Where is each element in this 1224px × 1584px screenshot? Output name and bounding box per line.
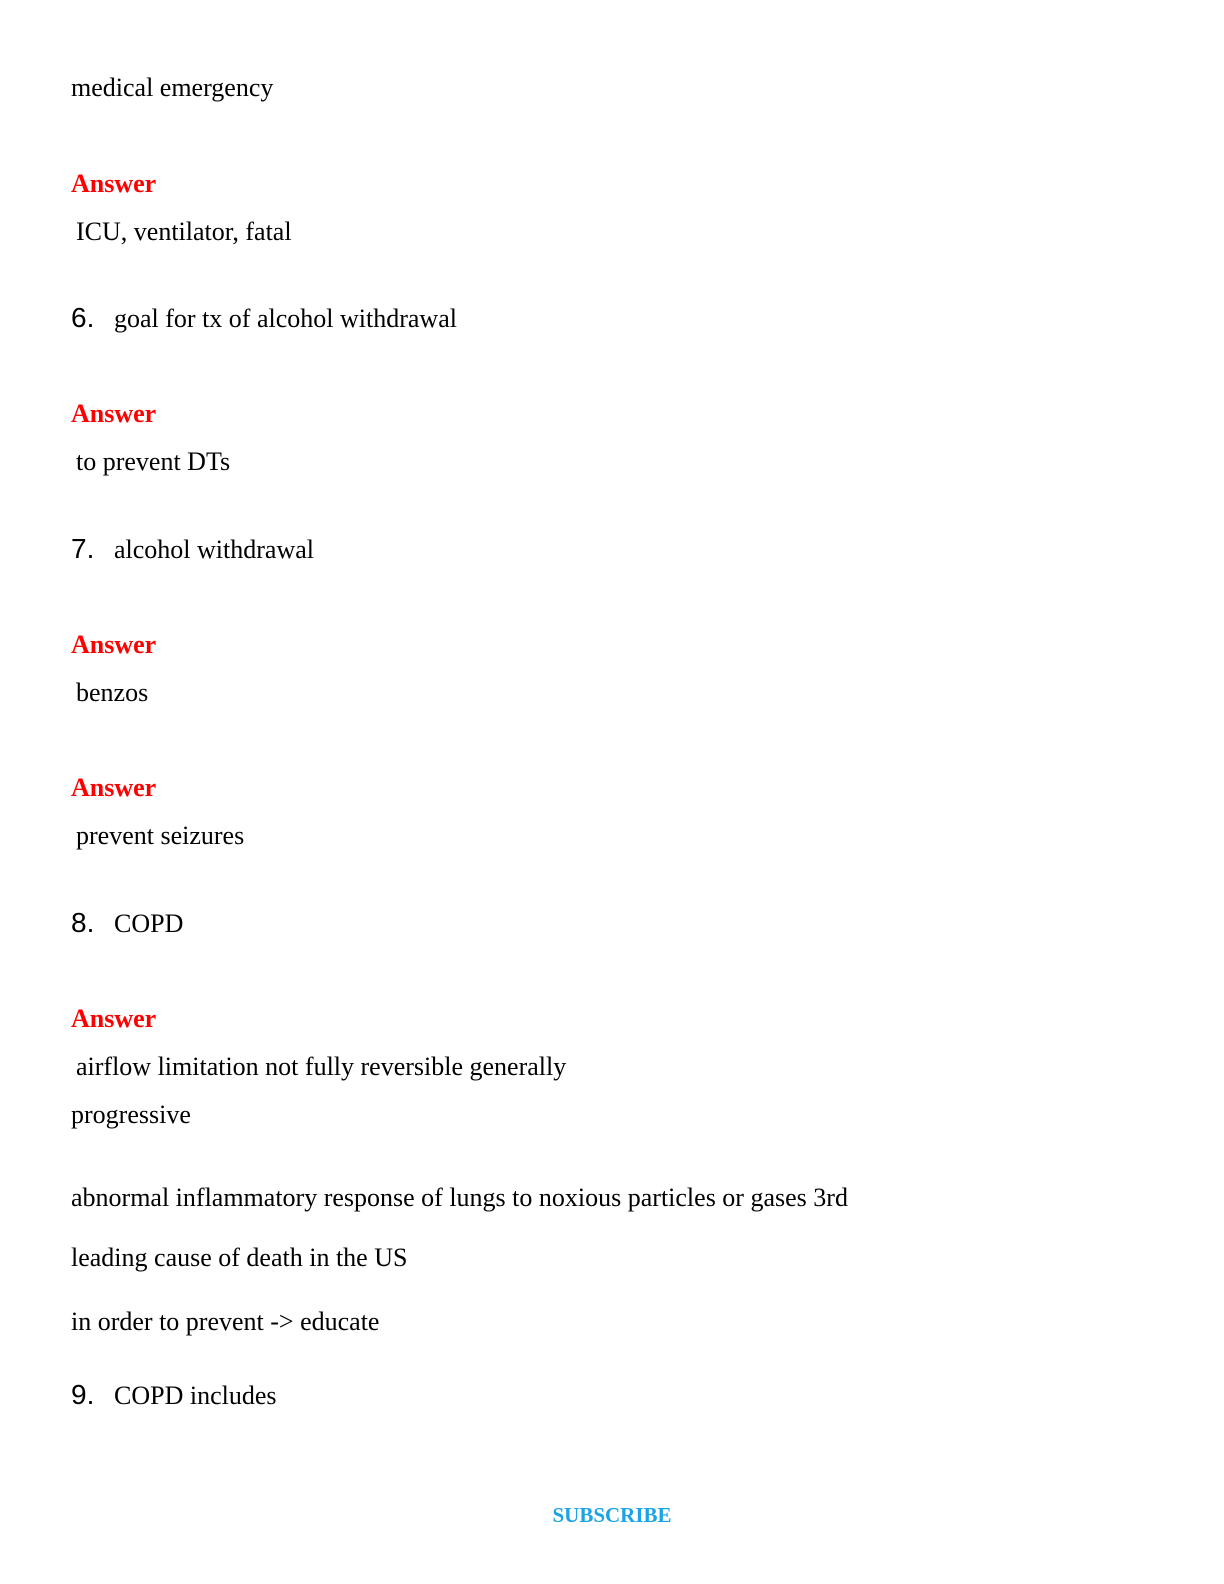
answer-text: airflow limitation not fully reversible generally (76, 1052, 567, 1081)
answer-label: Answer (71, 399, 157, 428)
paragraph-line: in order to prevent -> educate (71, 1307, 380, 1336)
question-number: 6. (71, 302, 95, 333)
answer-label: Answer (71, 773, 157, 802)
answer-text: to prevent DTs (76, 447, 231, 476)
question-9 (71, 1380, 277, 1411)
answer-label: Answer (71, 630, 157, 659)
question-number: 8. (71, 907, 95, 938)
question-number: 9. (71, 1379, 95, 1410)
question-7 (71, 534, 314, 565)
answer-label: Answer (71, 1004, 157, 1033)
answer-text: ICU, ventilator, fatal (76, 217, 292, 246)
paragraph-line: leading cause of death in the US (71, 1243, 408, 1272)
subscribe-link[interactable]: SUBSCRIBE (552, 1503, 672, 1527)
text-line: medical emergency (71, 73, 274, 102)
answer-label: Answer (71, 169, 157, 198)
answer-text: benzos (76, 678, 149, 707)
question-text: COPD includes (114, 1381, 277, 1410)
answer-text-continued: progressive (71, 1100, 191, 1129)
question-number: 7. (71, 533, 95, 564)
question-text: alcohol withdrawal (114, 535, 314, 564)
question-text: goal for tx of alcohol withdrawal (114, 304, 457, 333)
answer-text: prevent seizures (76, 821, 245, 850)
paragraph-line: abnormal inflammatory response of lungs to noxious particles or gases 3rd (71, 1183, 848, 1212)
question-6 (71, 303, 457, 334)
question-8 (71, 908, 183, 939)
question-text: COPD (114, 909, 184, 938)
